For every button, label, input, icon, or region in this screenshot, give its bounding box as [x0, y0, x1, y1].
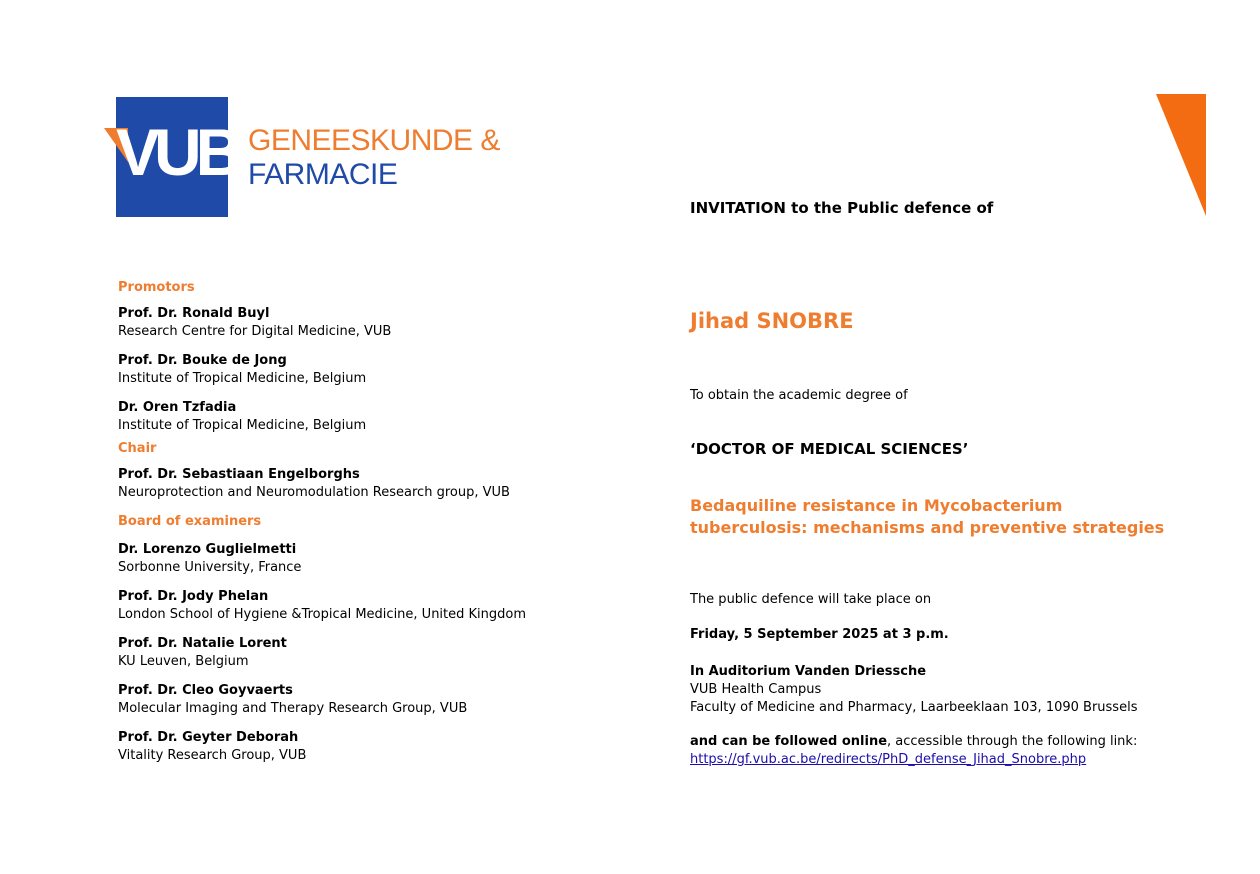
person-entry — [118, 352, 638, 388]
person-affiliation: Molecular Imaging and Therapy Research Group, VUB — [118, 701, 468, 716]
board-heading: Board of examiners — [118, 514, 262, 529]
person-name: Prof. Dr. Cleo Goyvaerts — [118, 683, 293, 698]
chair-list — [118, 466, 638, 502]
online-rest-text: , accessible through the following link: — [887, 734, 1138, 749]
person-name: Prof. Dr. Jody Phelan — [118, 589, 269, 604]
person-entry — [118, 466, 638, 502]
person-affiliation: Research Centre for Digital Medicine, VUB — [118, 324, 392, 339]
thesis-title — [690, 495, 1210, 539]
committee-column — [118, 279, 638, 776]
person-entry — [118, 682, 638, 718]
venue-name: In Auditorium Vanden Driessche — [690, 664, 927, 679]
person-entry — [118, 588, 638, 624]
defence-intro: The public defence will take place on — [690, 592, 932, 607]
thesis-title-line1: Bedaquiline resistance in Mycobacterium — [690, 496, 1063, 515]
degree-intro: To obtain the academic degree of — [690, 388, 908, 403]
person-entry — [118, 399, 638, 435]
thesis-title-line2: tuberculosis: mechanisms and preventive strategies — [690, 518, 1165, 537]
person-affiliation: London School of Hygiene &Tropical Medicine, United Kingdom — [118, 607, 527, 622]
person-affiliation: Vitality Research Group, VUB — [118, 748, 307, 763]
decorative-triangle — [1156, 94, 1206, 216]
logo-text-line1: GENEESKUNDE & — [248, 124, 500, 157]
defence-date — [690, 627, 949, 642]
person-name: Prof. Dr. Natalie Lorent — [118, 636, 287, 651]
person-name: Prof. Dr. Bouke de Jong — [118, 353, 287, 368]
online-bold-text: and can be followed online — [690, 734, 888, 749]
person-entry — [118, 541, 638, 577]
promotors-heading: Promotors — [118, 280, 195, 295]
person-affiliation: Institute of Tropical Medicine, Belgium — [118, 371, 367, 386]
person-name: Prof. Dr. Sebastiaan Engelborghs — [118, 467, 360, 482]
person-entry — [118, 635, 638, 671]
person-affiliation: Neuroprotection and Neuromodulation Research group, VUB — [118, 485, 510, 500]
defence-day: Friday — [690, 627, 735, 642]
logo-mark-text: VUB — [116, 115, 238, 189]
board-list — [118, 541, 638, 765]
person-affiliation: KU Leuven, Belgium — [118, 654, 249, 669]
chair-heading: Chair — [118, 441, 157, 456]
venue-campus: VUB Health Campus — [690, 682, 822, 697]
person-name: Prof. Dr. Ronald Buyl — [118, 306, 270, 321]
invitation-title: INVITATION to the Public defence of — [690, 199, 994, 217]
logo-text-line2: FARMACIE — [248, 158, 398, 191]
person-affiliation: Sorbonne University, France — [118, 560, 302, 575]
person-name: Dr. Oren Tzfadia — [118, 400, 237, 415]
degree-title: ‘DOCTOR OF MEDICAL SCIENCES’ — [690, 440, 969, 458]
person-entry — [118, 305, 638, 341]
person-name: Prof. Dr. Geyter Deborah — [118, 730, 299, 745]
defence-date-rest: , 5 September 2025 at 3 p.m. — [734, 627, 949, 642]
promotors-list — [118, 305, 638, 435]
online-block — [690, 733, 1137, 769]
candidate-name: Jihad SNOBRE — [690, 309, 854, 333]
person-affiliation: Institute of Tropical Medicine, Belgium — [118, 418, 367, 433]
person-name: Dr. Lorenzo Guglielmetti — [118, 542, 297, 557]
online-stream-link[interactable]: https://gf.vub.ac.be/redirects/PhD_defense_Jihad_Snobre.php — [690, 752, 1087, 767]
venue-address: Faculty of Medicine and Pharmacy, Laarbeeklaan 103, 1090 Brussels — [690, 700, 1138, 715]
person-entry — [118, 729, 638, 765]
venue-block — [690, 663, 1137, 717]
